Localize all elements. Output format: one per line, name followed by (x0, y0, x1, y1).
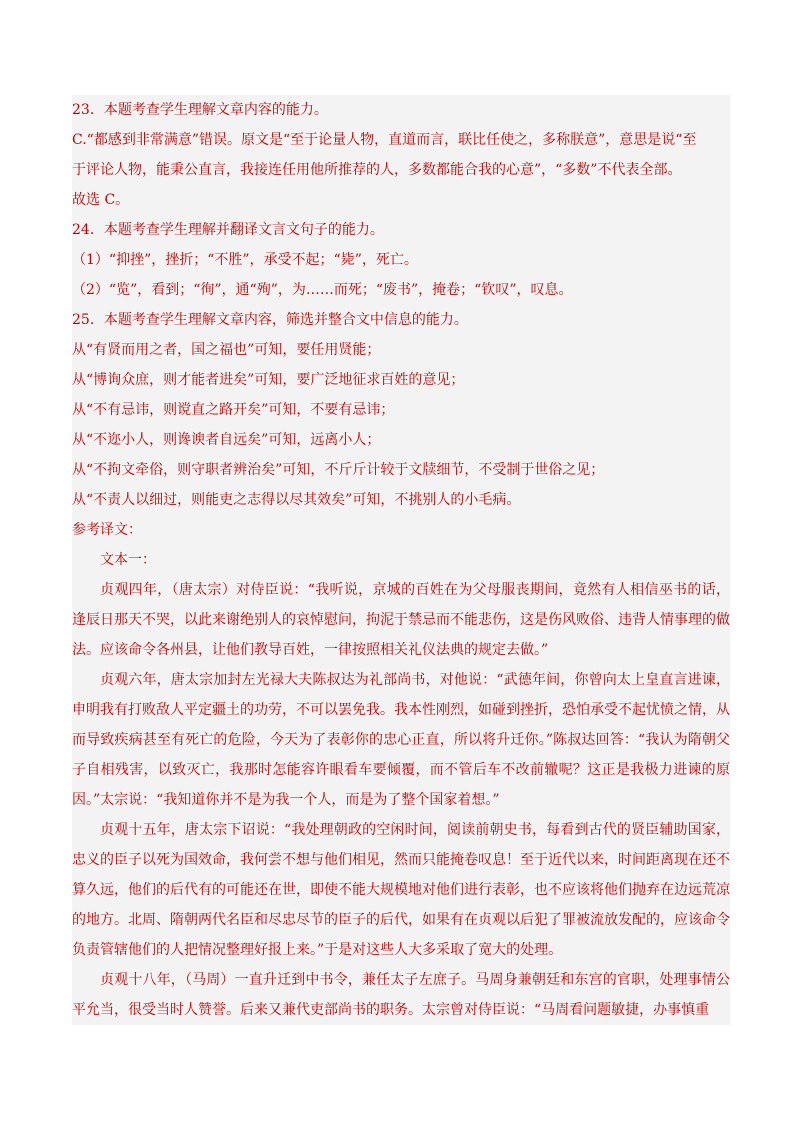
translation-subheading: 文本一： (100, 552, 156, 568)
q23-line-3: 故选 C。 (72, 192, 130, 208)
translation-paragraph: 贞观四年，（唐太宗）对侍臣说：“我听说，京城的百姓在为父母服丧期间，竟然有人相信巫书的话，逢辰日那天不哭，以此来谢绝别人的哀悼慰问，拘泥于禁忌而不能悲伤，这是伤风败俗、违背人情事理的做法。应该命令各州县，让他们教导百姓，一律按照相关礼仪法典的规定去做。” (72, 582, 730, 658)
q23-header: 23．本题考查学生理解文章内容的能力。 (72, 102, 328, 118)
q25-header: 25．本题考查学生理解文章内容，筛选并整合文中信息的能力。 (72, 312, 468, 328)
q25-line-6: 从“不责人以细过，则能吏之志得以尽其效矣”可知，不挑别人的小毛病。 (72, 492, 521, 508)
q25-line-2: 从“博询众庶，则才能者进矣”可知，要广泛地征求百姓的意见； (72, 372, 465, 388)
q25-line-5: 从“不拘文牵俗，则守职者辨治矣”可知，不斤斤计较于文牍细节，不受制于世俗之见； (72, 462, 605, 478)
translation-paragraph: 贞观六年，唐太宗加封左光禄大夫陈叔达为礼部尚书，对他说：“武德年间，你曾向太上皇直言进谏，申明我有打败敌人平定疆土的功劳，不可以罢免我。我本性刚烈，如碰到挫折，恐怕承受不起忧愤之情，从而导致疾病甚至有死亡的危险，今天为了表彰你的忠心正直，所以将升迁你。”陈叔达回答：“我认为隋朝父子自相残害，以致灭亡，我那时怎能容许眼看车要倾覆，而不管后车不改前辙呢？这正是我极力进谏的原因。”太宗说：“我知道你并不是为我一个人，而是为了整个国家着想。” (72, 672, 730, 808)
q24-item-2: （2）“览”，看到；“徇”，通“殉”，为……而死；“废书”，掩卷；“钦叹”，叹息。 (72, 282, 573, 298)
translation-paragraph: 贞观十五年，唐太宗下诏说：“我处理朝政的空闲时间，阅读前朝史书，每看到古代的贤臣辅助国家，忠义的臣子以死为国效命，我何尝不想与他们相见，然而只能掩卷叹息！至于近代以来，时间距离现在还不算久远，他们的后代有的可能还在世，即使不能大规模地对他们进行表彰，也不应该将他们抛弃在边远荒凉的地方。北周、隋朝两代名臣和尽忠尽节的臣子的后代，如果有在贞观以后犯了罪被流放发配的，应该命令负责管辖他们的人把情况整理好报上来。”于是对这些人大多采取了宽大的处理。 (72, 822, 730, 958)
q25-line-3: 从“不有忌讳，则谠直之路开矣”可知，不要有忌讳； (72, 402, 395, 418)
q25-line-4: 从“不迩小人，则谗谀者自远矣”可知，远离小人； (72, 432, 381, 448)
translation-heading: 参考译文： (72, 522, 142, 538)
q23-line-2: 于评论人物，能秉公直言，我接连任用他所推荐的人，多数都能合我的心意”，“多数”不代表全部。 (72, 162, 682, 178)
q24-header: 24．本题考查学生理解并翻译文言文句子的能力。 (72, 222, 384, 238)
q24-item-1: （1）“抑挫”，挫折；“不胜”，承受不起；“毙”，死亡。 (72, 252, 418, 268)
document-page (72, 95, 730, 1025)
translation-paragraph: 贞观十八年，（马周）一直升迁到中书令，兼任太子左庶子。马周身兼朝廷和东宫的官职，处理事情公平允当，很受当时人赞誉。后来又兼代吏部尚书的职务。太宗曾对侍臣说：“马周看问题敏捷，办事慎重 (72, 972, 730, 1018)
q23-line-1: C.“都感到非常满意”错误。原文是“至于论量人物，直道而言，联比任使之，多称朕意”，意思是说“至 (72, 132, 697, 148)
q25-line-1: 从“有贤而用之者，国之福也”可知，要任用贤能； (72, 342, 381, 358)
